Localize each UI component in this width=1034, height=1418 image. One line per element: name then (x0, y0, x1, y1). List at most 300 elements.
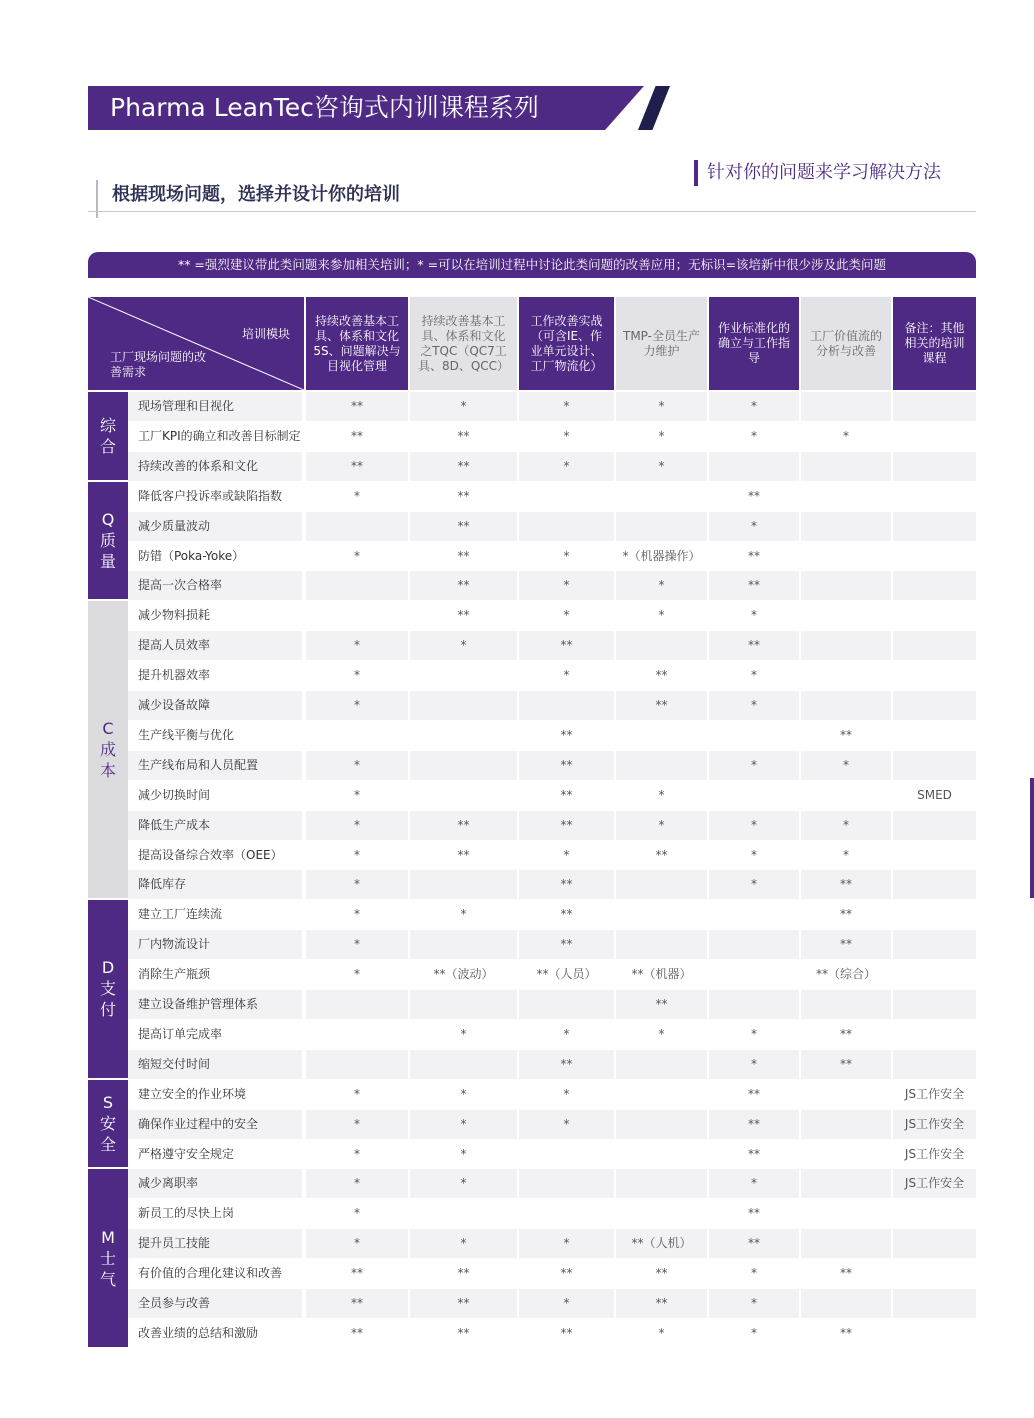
row-label: 建立设备维护管理体系 (128, 990, 302, 1019)
rating-cell: ** (616, 691, 707, 720)
rating-cell: ** (410, 1259, 517, 1288)
rating-cell: * (616, 1020, 707, 1049)
category-label: M 士 气 (88, 1169, 128, 1346)
table-row (128, 1319, 976, 1348)
rating-cell: * (410, 1020, 517, 1049)
rating-cell: ** (410, 841, 517, 870)
rating-cell: * (616, 571, 707, 600)
rating-cell: ** (709, 1140, 799, 1169)
rating-cell: * (306, 751, 408, 780)
rating-cell: * (306, 1140, 408, 1169)
column-header-3: 工作改善实战（可含IE、作业单元设计、工厂物流化） (519, 297, 614, 390)
rating-cell: * (709, 691, 799, 720)
banner-stripe (638, 86, 670, 130)
rating-cell (616, 631, 707, 660)
rating-cell: * (306, 542, 408, 571)
rating-cell: * (519, 542, 614, 571)
rating-cell: **（综合） (801, 960, 891, 989)
rating-cell (519, 1199, 614, 1228)
rating-cell: * (519, 452, 614, 481)
rating-cell: * (801, 422, 891, 451)
rating-cell (801, 1140, 891, 1169)
rating-cell (801, 1080, 891, 1109)
rating-cell: * (410, 1110, 517, 1139)
table-row (128, 1140, 976, 1169)
rating-cell (410, 930, 517, 959)
column-header-6: 工厂价值流的分析与改善 (801, 297, 891, 390)
rating-cell: ** (616, 661, 707, 690)
row-label: 建立安全的作业环境 (128, 1080, 302, 1109)
row-label: 防错（Poka-Yoke） (128, 542, 302, 571)
rating-cell: * (306, 841, 408, 870)
rating-cell: ** (519, 930, 614, 959)
rating-cell: **（机器） (616, 960, 707, 989)
table-row (128, 751, 976, 780)
rating-cell (801, 1199, 891, 1228)
rating-cell (616, 1140, 707, 1169)
table-row (128, 841, 976, 870)
rating-cell (801, 1289, 891, 1318)
rating-cell (616, 482, 707, 511)
rating-cell: ** (410, 1319, 517, 1348)
rating-cell: ** (410, 1289, 517, 1318)
rating-cell (519, 482, 614, 511)
rating-cell (306, 571, 408, 600)
rating-cell (616, 512, 707, 541)
rating-cell: * (709, 811, 799, 840)
rating-cell: * (709, 422, 799, 451)
rating-cell (893, 751, 976, 780)
rating-cell (801, 452, 891, 481)
row-label: 工厂KPI的确立和改善目标制定 (128, 422, 302, 451)
rating-cell: ** (801, 1319, 891, 1348)
rating-cell: * (709, 751, 799, 780)
table-row (128, 482, 976, 511)
rating-cell: ** (519, 631, 614, 660)
row-label: 提高一次合格率 (128, 571, 302, 600)
rating-cell (519, 1169, 614, 1198)
rating-cell: ** (709, 1229, 799, 1258)
row-label: 降低库存 (128, 870, 302, 899)
table-row (128, 1289, 976, 1318)
rating-cell: * (709, 1289, 799, 1318)
rating-cell (893, 631, 976, 660)
row-label: 现场管理和目视化 (128, 392, 302, 421)
subtitle: 根据现场问题，选择并设计你的培训 (112, 184, 400, 205)
corner-header (88, 297, 304, 390)
rating-cell: ** (410, 601, 517, 630)
rating-cell (306, 601, 408, 630)
rating-cell: * (306, 1229, 408, 1258)
row-label: 提高人员效率 (128, 631, 302, 660)
table-row (128, 452, 976, 481)
rating-cell: ** (616, 990, 707, 1019)
rating-cell (616, 1110, 707, 1139)
rating-cell: JS工作安全 (893, 1080, 976, 1109)
rating-cell (616, 1169, 707, 1198)
rating-cell (709, 990, 799, 1019)
table-row (128, 1020, 976, 1049)
rating-cell (893, 1199, 976, 1228)
row-label: 消除生产瓶颈 (128, 960, 302, 989)
rating-cell (893, 482, 976, 511)
rating-cell (801, 392, 891, 421)
rating-cell: * (616, 452, 707, 481)
row-label: 改善业绩的总结和激励 (128, 1319, 302, 1348)
rating-cell (893, 691, 976, 720)
rating-cell: ** (519, 751, 614, 780)
rating-cell: * (519, 392, 614, 421)
rating-cell (519, 691, 614, 720)
training-matrix-table (88, 297, 976, 1340)
rating-cell: * (519, 661, 614, 690)
rating-cell (616, 900, 707, 929)
rating-cell: ** (709, 1110, 799, 1139)
rating-cell: ** (410, 452, 517, 481)
rating-cell (616, 1199, 707, 1228)
rating-cell: * (410, 1229, 517, 1258)
rating-cell (519, 990, 614, 1019)
row-label: 生产线平衡与优化 (128, 721, 302, 750)
rating-cell: * (306, 1199, 408, 1228)
rating-cell: ** (709, 482, 799, 511)
category-label: C 成 本 (88, 601, 128, 898)
rating-cell (616, 721, 707, 750)
rating-cell: ** (709, 542, 799, 571)
rating-cell (616, 930, 707, 959)
rating-cell (801, 1110, 891, 1139)
rating-cell (893, 1050, 976, 1079)
row-label: 提升机器效率 (128, 661, 302, 690)
rating-cell (893, 960, 976, 989)
rating-cell (410, 1199, 517, 1228)
row-label: 严格遵守安全规定 (128, 1140, 302, 1169)
table-row (128, 542, 976, 571)
rating-cell (801, 781, 891, 810)
rating-cell: ** (801, 1050, 891, 1079)
rating-cell: * (709, 841, 799, 870)
row-label: 持续改善的体系和文化 (128, 452, 302, 481)
rating-cell: ** (709, 1199, 799, 1228)
rating-cell (893, 1289, 976, 1318)
rating-cell (801, 661, 891, 690)
rating-cell: * (709, 1050, 799, 1079)
rating-cell (801, 631, 891, 660)
rating-cell: * (616, 601, 707, 630)
rating-cell (893, 422, 976, 451)
table-row (128, 571, 976, 600)
rating-cell (893, 990, 976, 1019)
rating-cell: ** (519, 721, 614, 750)
rating-cell: * (519, 422, 614, 451)
rating-cell: * (306, 661, 408, 690)
row-label: 提高设备综合效率（OEE） (128, 841, 302, 870)
table-row (128, 1199, 976, 1228)
category-label: S 安 全 (88, 1080, 128, 1168)
rating-cell: * (616, 1319, 707, 1348)
table-row (128, 811, 976, 840)
rating-cell (616, 1050, 707, 1079)
column-header-5: 作业标准化的确立与工作指导 (709, 297, 799, 390)
rating-cell (801, 691, 891, 720)
rating-cell: * (709, 601, 799, 630)
rating-cell: ** (801, 870, 891, 899)
rating-cell: * (410, 900, 517, 929)
table-row (128, 721, 976, 750)
column-header-4: TMP-全员生产力维护 (616, 297, 707, 390)
category-label: D 支 付 (88, 900, 128, 1077)
rating-cell: * (616, 781, 707, 810)
rating-cell (893, 1259, 976, 1288)
rating-cell: ** (801, 721, 891, 750)
rating-cell (893, 870, 976, 899)
rating-cell (410, 661, 517, 690)
row-label: 减少离职率 (128, 1169, 302, 1198)
rating-cell (893, 721, 976, 750)
rating-cell: ** (519, 781, 614, 810)
rating-cell: ** (801, 1020, 891, 1049)
rating-cell: * (519, 1020, 614, 1049)
table-row (128, 1259, 976, 1288)
table-row (128, 601, 976, 630)
row-label: 提高订单完成率 (128, 1020, 302, 1049)
rating-cell (519, 512, 614, 541)
rating-cell (893, 452, 976, 481)
rating-cell (306, 512, 408, 541)
row-label: 建立工厂连续流 (128, 900, 302, 929)
rating-cell: ** (709, 1080, 799, 1109)
column-header-7: 备注：其他相关的培训课程 (893, 297, 976, 390)
rating-cell: * (519, 1289, 614, 1318)
rating-cell: * (519, 571, 614, 600)
rating-cell: ** (519, 1259, 614, 1288)
rating-cell: * (709, 1020, 799, 1049)
rating-cell: * (616, 392, 707, 421)
rating-cell (893, 392, 976, 421)
rating-cell: * (519, 601, 614, 630)
rating-cell (306, 1020, 408, 1049)
rating-cell: ** (801, 930, 891, 959)
table-row (128, 392, 976, 421)
rating-cell: ** (410, 571, 517, 600)
rating-cell: ** (306, 422, 408, 451)
rating-cell (410, 870, 517, 899)
rating-cell: ** (306, 392, 408, 421)
rating-cell: * (410, 392, 517, 421)
rating-cell: ** (801, 1259, 891, 1288)
row-label: 新员工的尽快上岗 (128, 1199, 302, 1228)
rating-cell: ** (410, 482, 517, 511)
rating-cell: ** (616, 1259, 707, 1288)
rating-cell (801, 990, 891, 1019)
table-row (128, 1229, 976, 1258)
column-header-2: 持续改善基本工具、体系和文化之TQC（QC7工具、8D、QCC） (410, 297, 517, 390)
rating-cell: * (519, 1229, 614, 1258)
table-row (128, 781, 976, 810)
rating-cell: * (709, 1169, 799, 1198)
rating-cell: * (616, 422, 707, 451)
rating-cell: * (709, 1319, 799, 1348)
table-row (128, 1169, 976, 1198)
table-row (128, 900, 976, 929)
row-label: 减少设备故障 (128, 691, 302, 720)
rating-cell (410, 781, 517, 810)
rating-cell: SMED (893, 781, 976, 810)
rating-cell (893, 601, 976, 630)
rating-cell (893, 1229, 976, 1258)
rating-cell: ** (410, 811, 517, 840)
rating-cell (893, 900, 976, 929)
rating-cell (410, 751, 517, 780)
rating-cell: **（波动） (410, 960, 517, 989)
table-row (128, 930, 976, 959)
rating-cell: * (306, 1169, 408, 1198)
table-row (128, 960, 976, 989)
page-edge-tab (1030, 778, 1034, 898)
rating-cell: ** (519, 811, 614, 840)
rating-cell: * (709, 870, 799, 899)
rating-cell: **（人机） (616, 1229, 707, 1258)
subtitle-marker (96, 180, 98, 218)
table-row (128, 691, 976, 720)
rating-cell: ** (616, 841, 707, 870)
rating-cell: * (306, 781, 408, 810)
rating-cell (306, 990, 408, 1019)
rating-cell: * (519, 1110, 614, 1139)
rating-cell: * (519, 1080, 614, 1109)
rating-cell: * (410, 1140, 517, 1169)
rating-cell (893, 811, 976, 840)
rating-cell: ** (519, 1050, 614, 1079)
rating-cell (616, 1080, 707, 1109)
table-row (128, 1110, 976, 1139)
rating-cell (306, 721, 408, 750)
rating-cell: ** (616, 1289, 707, 1318)
banner-title: Pharma LeanTec咨询式内训课程系列 (110, 93, 539, 122)
rating-cell: ** (306, 1319, 408, 1348)
rating-cell: * (801, 811, 891, 840)
rating-cell (801, 1169, 891, 1198)
rating-cell (893, 512, 976, 541)
row-label: 确保作业过程中的安全 (128, 1110, 302, 1139)
row-label: 生产线布局和人员配置 (128, 751, 302, 780)
table-row (128, 870, 976, 899)
rating-cell: * (801, 751, 891, 780)
rating-cell: * (709, 1259, 799, 1288)
rating-cell: ** (410, 542, 517, 571)
column-header-1: 持续改善基本工具、体系和文化5S、问题解决与目视化管理 (306, 297, 408, 390)
row-label: 缩短交付时间 (128, 1050, 302, 1079)
rating-cell: * (306, 482, 408, 511)
rating-cell: ** (306, 1259, 408, 1288)
rating-cell: * (306, 1080, 408, 1109)
rating-cell (893, 841, 976, 870)
rating-cell (709, 452, 799, 481)
rating-cell (616, 870, 707, 899)
rating-cell: * (410, 1169, 517, 1198)
rating-cell: JS工作安全 (893, 1169, 976, 1198)
rating-cell (893, 1020, 976, 1049)
row-label: 提升员工技能 (128, 1229, 302, 1258)
rating-cell: * (519, 841, 614, 870)
rating-cell: ** (306, 452, 408, 481)
row-label: 减少物料损耗 (128, 601, 302, 630)
corner-bottom-label: 工厂现场问题的改善需求 (110, 350, 207, 379)
rating-cell (801, 482, 891, 511)
legend-bar: ** =强烈建议带此类问题来参加相关培训；* =可以在培训过程中讨论此类问题的改善应用；无标识=该培新中很少涉及此类问题 (88, 252, 976, 278)
corner-top-label: 培训模块 (241, 327, 290, 341)
rating-cell: ** (519, 1319, 614, 1348)
rating-cell (410, 1050, 517, 1079)
table-row (128, 512, 976, 541)
rating-cell: * (306, 900, 408, 929)
rating-cell: ** (306, 1289, 408, 1318)
category-label: Q 质 量 (88, 482, 128, 600)
rating-cell: * (709, 392, 799, 421)
row-label: 全员参与改善 (128, 1289, 302, 1318)
rating-cell (709, 930, 799, 959)
rating-cell: JS工作安全 (893, 1140, 976, 1169)
rating-cell (801, 542, 891, 571)
divider (88, 211, 976, 212)
rating-cell (709, 900, 799, 929)
rating-cell (709, 781, 799, 810)
row-label: 减少切换时间 (128, 781, 302, 810)
tagline: 针对你的问题来学习解决方法 (694, 160, 941, 186)
rating-cell: * (306, 870, 408, 899)
table-row (128, 422, 976, 451)
rating-cell (410, 691, 517, 720)
rating-cell (801, 571, 891, 600)
row-label: 减少质量波动 (128, 512, 302, 541)
row-label: 降低客户投诉率或缺陷指数 (128, 482, 302, 511)
rating-cell (801, 601, 891, 630)
rating-cell: ** (410, 422, 517, 451)
rating-cell: ** (709, 631, 799, 660)
rating-cell (306, 1050, 408, 1079)
rating-cell: *（机器操作） (616, 542, 707, 571)
rating-cell (616, 751, 707, 780)
category-label: 综 合 (88, 392, 128, 480)
table-row (128, 631, 976, 660)
rating-cell (709, 960, 799, 989)
rating-cell: ** (519, 900, 614, 929)
rating-cell (519, 1140, 614, 1169)
rating-cell: * (306, 930, 408, 959)
rating-cell: JS工作安全 (893, 1110, 976, 1139)
rating-cell: ** (410, 512, 517, 541)
rating-cell: ** (519, 870, 614, 899)
rating-cell: * (306, 811, 408, 840)
table-row (128, 1080, 976, 1109)
rating-cell (893, 930, 976, 959)
row-label: 厂内物流设计 (128, 930, 302, 959)
rating-cell: * (306, 960, 408, 989)
rating-cell: * (709, 661, 799, 690)
rating-cell: ** (801, 900, 891, 929)
rating-cell (709, 721, 799, 750)
rating-cell: * (709, 512, 799, 541)
rating-cell: * (306, 631, 408, 660)
rating-cell (893, 1319, 976, 1348)
rating-cell: * (801, 841, 891, 870)
rating-cell (410, 990, 517, 1019)
rating-cell (893, 542, 976, 571)
rating-cell (410, 721, 517, 750)
rating-cell: ** (709, 571, 799, 600)
rating-cell: **（人员） (519, 960, 614, 989)
rating-cell: * (306, 1110, 408, 1139)
